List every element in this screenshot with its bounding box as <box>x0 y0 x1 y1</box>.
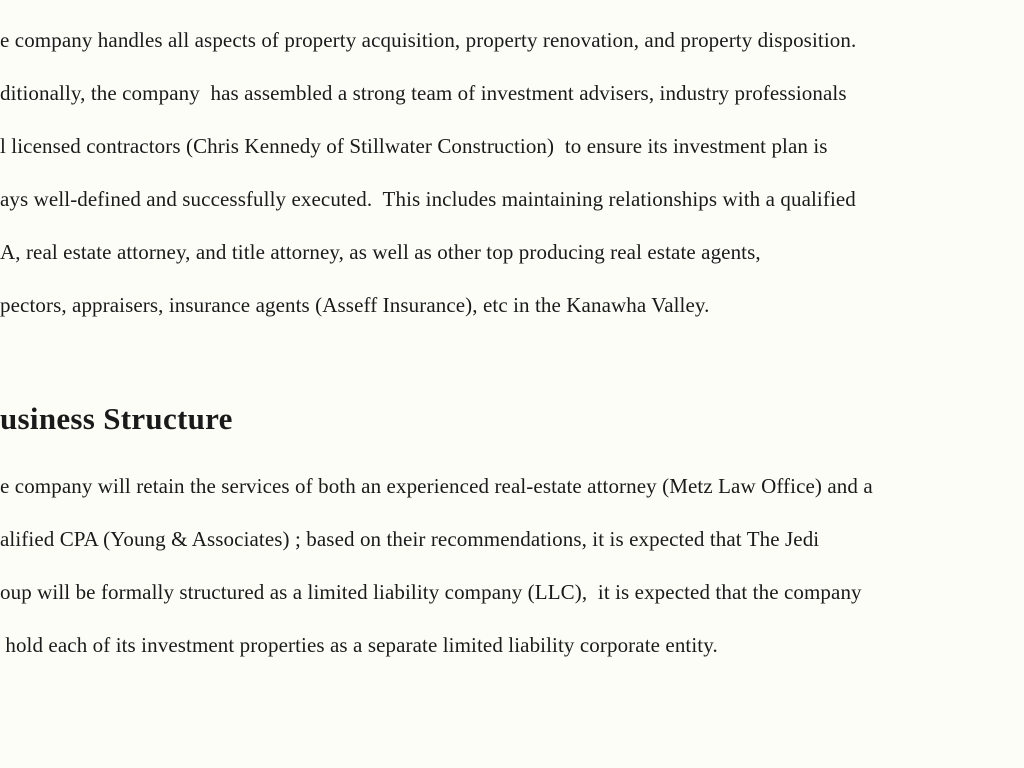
paragraph-line: oup will be formally structured as a limited liability company (LLC), it is expected that the company <box>0 580 862 604</box>
paragraph-line: e company will retain the services of both an experienced real-estate attorney (Metz Law Office) and a <box>0 474 873 498</box>
paragraph-line: e company handles all aspects of property acquisition, property renovation, and property disposition. <box>0 28 857 52</box>
paragraph-line: ditionally, the company has assembled a strong team of investment advisers, industry professionals <box>0 81 847 105</box>
paragraph-line: ays well-defined and successfully executed. This includes maintaining relationships with a qualified <box>0 187 856 211</box>
section-heading: usiness Structure <box>0 401 233 436</box>
paragraph-line: A, real estate attorney, and title attorney, as well as other top producing real estate agents, <box>0 240 761 264</box>
paragraph-line: alified CPA (Young & Associates) ; based on their recommendations, it is expected that The Jedi <box>0 527 820 551</box>
paragraph-line: l licensed contractors (Chris Kennedy of Stillwater Construction) to ensure its investment plan is <box>0 134 828 158</box>
paragraph-line: pectors, appraisers, insurance agents (Asseff Insurance), etc in the Kanawha Valley. <box>0 293 710 317</box>
paragraph-line: hold each of its investment properties as a separate limited liability corporate entity. <box>0 633 718 657</box>
